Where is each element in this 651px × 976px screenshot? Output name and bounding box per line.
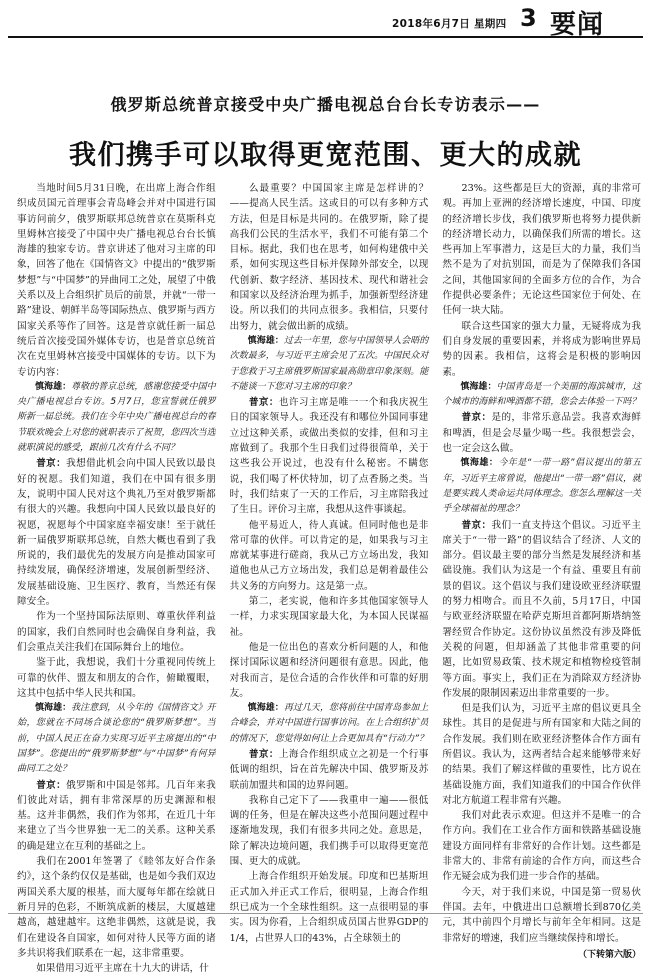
paragraph-text: 我想借此机会向中国人民致以最良好的祝愿。我们知道，我们在中国有很多朋友，说明中国人民对这个典礼乃至对俄罗斯都有很大的兴趣。我想向中国人民致以最良好的祝愿，祝愿每个中国家庭幸福安康！至于就任新一届俄罗斯联邦总统，自然大概也看到了我所说的，我们最优先的发展方向是推动国家可持续发展，确保经济增速，发展创新型经济、发展基础设施、卫生医疗、教育，当然还有保障安全。: [17, 458, 216, 608]
article-paragraph: [230, 518, 429, 594]
paragraph-text: 上海合作组织成立之初是一个行事低调的组织，旨在首先解决中国、俄罗斯及苏联前加盟共和国的边界问题。: [229, 748, 429, 791]
interviewer-question: [230, 701, 429, 747]
interviewer-question: [17, 701, 216, 777]
speaker-tag: 慎海雄：: [460, 458, 499, 469]
speaker-tag: 慎海雄：: [460, 381, 497, 392]
speaker-tag: 普京：: [36, 458, 67, 470]
paragraph-text: 俄罗斯和中国是邻邦。几百年来我们彼此对话，拥有非常深厚的历史渊源和根基。这并非偶然，我们作为邻邦，在近几十年来建立了当今世界独一无二的关系。这种关系的确是建立在互利的基础之上。: [17, 779, 216, 852]
paragraph-text: 作为一个坚持国际法原则、尊重伙伴利益的国家，我们自然同时也会确保自身利益，我们会重点关注我们在国际舞台上的地位。: [17, 611, 216, 653]
article-paragraph: [230, 869, 429, 945]
article-body: [17, 181, 642, 975]
paragraph-text: 今天，对于我们来说，中国是第一贸易伙伴国。去年，中俄进出口总额增长到870亿美元，其中前四个月增长与前年全年相同。这是非常好的增速，我们应当继续保持和增长。: [442, 886, 642, 944]
paragraph-text: 但是我们认为，习近平主席的倡议更具全球性。其目的是促进与所有国家和大陆之间的合作发展。我们则在欧亚经济整体合作方面有所倡议。我认为，这两者结合起来能够带来好的结果。我们了解这样做的重要性，比方说在基础设施方面，我们知道我们的中国合作伙伴对北方航道工程非常有兴趣。: [442, 703, 642, 806]
speaker-tag: 普京：: [461, 519, 492, 531]
paragraph-text: 我们在2001年签署了《睦邻友好合作条约》，这个条约仅仅是基础，也是如今我们双边两国关系大厦的根基，而大厦每年都在绘就日新月异的色彩，不断筑成新的楼层，大厦越建越高，越建越牢。这绝非偶然，这就是说，我们在建设各自国家，如何对待人民等方面的诸多共识将我们联系在一起，这非常重要。: [17, 856, 216, 959]
speaker-tag: 普京：: [461, 412, 492, 424]
interviewer-question: [17, 380, 216, 456]
paragraph-text: 我注意到，从今年的《国情咨文》开始，您就在不同场合谈论您的“俄罗斯梦想”。当前，中国人民正在奋力实现习近平主席提出的“中国梦”。您提出的“俄罗斯梦想”与“中国梦”有何异曲同工之处？: [17, 703, 216, 775]
interviewer-question: [442, 456, 641, 517]
article-paragraph: [442, 701, 641, 808]
article-paragraph: [17, 854, 216, 961]
paragraph-text: 尊敬的普京总统，感谢您接受中国中央广播电视总台专访。5月7日，您宣誓就任俄罗斯新一届总统。我们在今年中央广播电视总台的春节联欢晚会上对您的就职表示了祝贺，您四次当选就职演说的感受，跟前几次有什么不同？: [17, 381, 216, 454]
article-column-3: [442, 181, 642, 960]
article-paragraph: [442, 319, 641, 380]
article-paragraph: [17, 609, 216, 655]
paragraph-text: 鉴于此，我想说，我们十分重视同传统上可靠的伙伴、盟友和朋友的合作，俯瞰覆眼，这其中包括中华人民共和国。: [17, 657, 216, 699]
article-paragraph: [17, 655, 216, 701]
paragraph-text: 也许习主席是唯一一个和我庆祝生日的国家领导人。我还没有和哪位外国同事建立过这种关系，或做出类似的安排，但和习主席做到了。我那个生日我们过得很简单，关于这些我公开说过，也没有什么秘密。不瞒您说，我们喝了杯伏特加，切了点香肠之类。当时，我们结束了一天的工作后，习主席陪我过了生日。评价习主席，我想从这件事谈起。: [229, 397, 429, 516]
article-paragraph: [230, 793, 429, 869]
article-paragraph: [17, 181, 216, 380]
paragraph-text: 23%。这些都是巨大的资源，真的非常可观。再加上亚洲的经济增长速度，中国、印度的经济增长步伐，我们俄罗斯也将努力提供新的经济增长动力，以确保我们所需的增长。这些再加上军事潜力，这是巨大的力量，我们当然不是为了对抗别国，而是为了保障我们各国之间，其他国家间的全面多方位的合作，为合作提供必要条件；无论这些国家位于何处、在任何一块大陆。: [442, 183, 642, 317]
paragraph-text: 么最重要？中国国家主席是怎样讲的？——提高人民生活。这或目的可以有多种方式方法，但是目标是共同的。在俄罗斯，除了提高我们公民的生活水平，我们不可能有第二个目标。据此，我们也在思考，如何构建俄中关系，如何实现这些目标并保障外部安全，以现代创新、数字经济、基因技术、现代和谐社会和国家以及经济治理为抓手，加强新型经济建设。所以我们的共同点很多。我相信，只要付出努力，就会做出新的成绩。: [229, 183, 429, 332]
paragraph-text: 过去一年里，您与中国领导人会晤的次数最多，与习近平主席会见了五次。中国民众对于您救于习主席俄罗斯国家最高勋章印象深刻。能不能谈一下您对习主席的印象？: [229, 335, 429, 392]
article-paragraph: [17, 456, 216, 609]
article-column-2: [229, 181, 429, 944]
page-number: 3: [520, 4, 537, 32]
paragraph-text: 他是一位出色的喜欢分析问题的人，和他探讨国际议题和经济问题很有意思。因此，他对我而言，是位合适的合作伙伴和可靠的好朋友。: [229, 641, 429, 699]
paragraph-text: 第二，老实说，他和许多其他国家领导人一样，力求实现国家最大化，为本国人民谋福祉。: [229, 596, 429, 638]
article-paragraph: [442, 808, 641, 884]
paragraph-text: 我们一直支持这个倡议。习近平主席关于“一带一路”的倡议结合了经济、人文的部分。倡议最主要的部分当然是发展经济和基础设施。我们认为这是一个有益、重要且有前景的倡议。这个倡议与我们建设欧亚经济联盟的努力相吻合。而且不久前，5月17日，中国与欧亚经济联盟在哈萨克斯坦首都阿斯塔纳签署经贸合作协定。这份协议虽然没有涉及降低关税的问题，但却涵盖了其他非常重要的问题，比如贸易政策、技术规定和植物检疫管制等方面。事实上，我们正在为消除双方经济协作发展的限制因素迈出非常重要的一步。: [442, 519, 642, 699]
speaker-tag: 慎海雄：: [35, 703, 72, 714]
continued-note: （下转第六版）: [578, 949, 642, 960]
article-paragraph: [442, 518, 641, 702]
section-title: 要闻: [550, 10, 605, 40]
paragraph-text: 中国青岛是一个美丽的海滨城市，这个城市的海鲜和啤酒都不错，您会去体验一下吗？: [442, 381, 641, 408]
article-paragraph: [17, 961, 216, 976]
article-column-1: [17, 181, 216, 975]
article-paragraph: [230, 640, 429, 701]
speaker-tag: 慎海雄：: [247, 703, 284, 714]
article-paragraph: [17, 778, 216, 854]
paragraph-text: 当地时间5月31日晚，在出席上海合作组织成员国元首理事会青岛峰会并对中国进行国事访问前夕，俄罗斯联邦总统普京在莫斯科克里姆林宫接受了中国中央广播电视总台台长慎海雄的独家专访。普京讲述了他对习主席的印象，回答了他在《国情咨文》中提出的“俄罗斯梦想”与“中国梦”的异曲同工之处，展望了中俄关系以及上合组织扩员后的前景，并就“一带一路”建设、朝鲜半岛等国际热点、俄罗斯与西方国家关系等作了回答。这是普京就任新一届总统后首次接受国外媒体专访，也是普京总统首次在克里姆林宫接受中国媒体的专访。以下为专访内容：: [17, 183, 216, 378]
interviewer-question: [442, 380, 641, 411]
interviewer-question: [230, 334, 429, 395]
article-paragraph: [442, 410, 641, 456]
footer-rule: [8, 913, 643, 914]
paragraph-text: 我称自己定下了——我重申一遍——很低调的任务，但是在解决这些小范围问题过程中逐渐地发现，我们有很多共同之处。意思是，除了解决边境问题，我们携手可以取得更宽范围、更大的成就。: [229, 794, 429, 868]
article-paragraph: [230, 594, 429, 640]
paragraph-text: 联合这些国家的强大力量，无疑将成为我们自身发展的重要因素，并将成为影响世界局势的因素。我相信，这将会是积极的影响因素。: [442, 320, 642, 378]
page-header: [0, 0, 651, 40]
paragraph-text: 上海合作组织开始发展。印度和巴基斯坦正式加入并正式工作后，很明显，上海合作组织已成为一个全球性组织。这一点很明显的事实。因为你看，上合组织成员国占世界GDP的1/4，占世界人口的43%，占全球领土的: [229, 871, 429, 944]
issue-date: 2018年6月7日 星期四: [392, 18, 507, 30]
speaker-tag: 慎海雄：: [247, 335, 284, 346]
article-subhead: 俄罗斯总统普京接受中央广播电视总台台长专访表示——: [110, 95, 541, 114]
paragraph-text: 再过几天，您将前往中国青岛参加上合峰会，并对中国进行国事访问。在上合组织扩员的情况下，您觉得如何让上合更加具有“行动力”？: [229, 703, 429, 744]
article-paragraph: [230, 747, 429, 793]
paragraph-text: 如果借用习近平主席在十九大的讲话，什: [36, 963, 209, 975]
speaker-tag: 慎海雄：: [35, 381, 72, 392]
speaker-tag: 普京：: [248, 397, 279, 409]
paragraph-text: 我们对此表示欢迎。但这并不是唯一的合作方向。我们在工业合作方面和铁路基础设施建设方面同样有非常好的合作计划。这些都是非常大的、非常有前途的合作方向，而这些合作无疑会成为我们进一步合作的基础。: [442, 810, 642, 883]
article-paragraph: [442, 181, 641, 319]
article-paragraph: [230, 181, 429, 334]
article-paragraph: [230, 395, 429, 517]
paragraph-text: 他平易近人，待人真诚。但同时他也是非常可靠的伙伴。可以肯定的是，如果我与习主席就某事进行磋商，我从己方立场出发，我知道他也从己方立场出发，我们总是朝着最佳公共义务的方向努力。这是第一点。: [229, 519, 429, 592]
article-headline: 我们携手可以取得更宽范围、更大的成就: [69, 140, 582, 171]
speaker-tag: 普京：: [36, 779, 67, 791]
paragraph-text: 今年是“一带一路”倡议提出的第五年，习近平主席曾说，他提出“一带一路”倡议，就是要实践人类命运共同体理念。您怎么理解这一关乎全球福祉的理念？: [442, 458, 642, 515]
header-rule: [8, 36, 643, 38]
paragraph-text: 是的，非常乐意品尝。我喜欢海鲜和啤酒，但是会尽量少喝一些。我很想尝会，也一定会这么做。: [442, 412, 642, 455]
speaker-tag: 普京：: [248, 748, 279, 760]
article-paragraph: [442, 885, 641, 946]
